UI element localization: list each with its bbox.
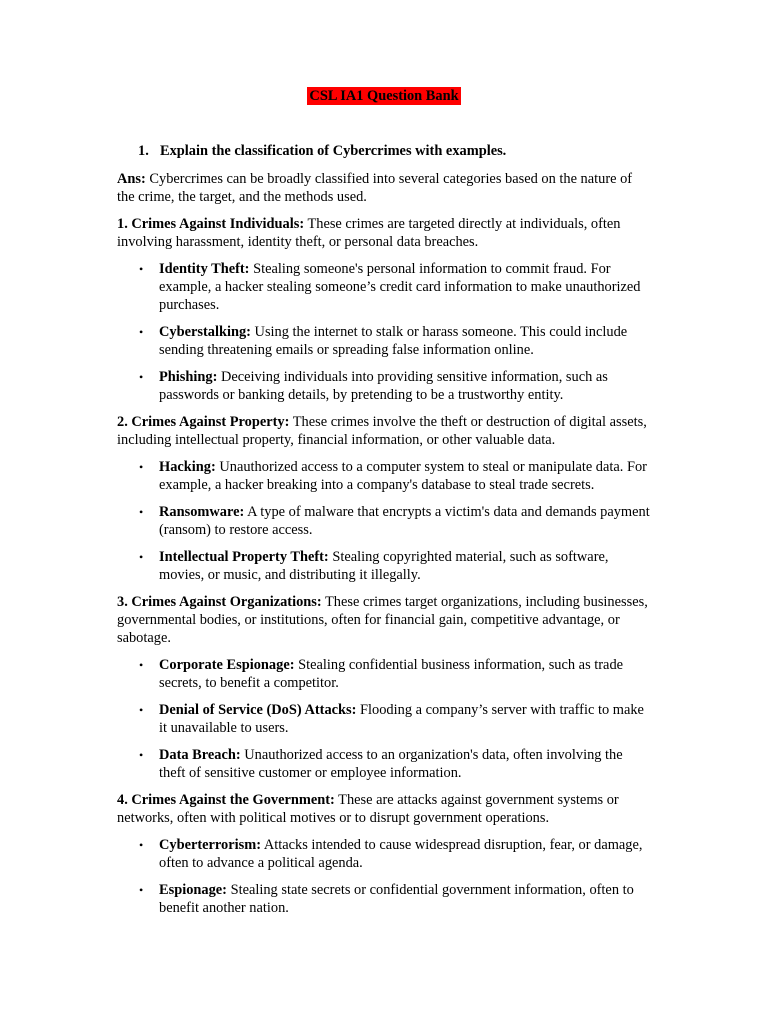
answer-label: Ans: xyxy=(117,171,146,187)
section-heading: 3. Crimes Against Organizations: xyxy=(117,594,322,610)
section-organizations xyxy=(117,593,652,647)
bullet-icon: • xyxy=(139,460,144,474)
document-body xyxy=(117,142,652,926)
list-item xyxy=(117,656,652,692)
item-term: Identity Theft: xyxy=(159,261,250,277)
list-item xyxy=(117,503,652,539)
item-term: Denial of Service (DoS) Attacks: xyxy=(159,702,357,718)
question-number: 1. xyxy=(138,143,149,159)
item-desc: Unauthorized access to an organization's data, often involving the theft of sensitive customer or employee information. xyxy=(159,747,623,781)
item-term: Cyberstalking: xyxy=(159,324,251,340)
question-1 xyxy=(138,142,652,160)
list-item xyxy=(117,881,652,917)
item-desc: A type of malware that encrypts a victim's data and demands payment (ransom) to restore access. xyxy=(159,504,650,538)
list-item xyxy=(117,548,652,584)
title-container xyxy=(0,87,768,105)
list-item xyxy=(117,746,652,782)
section-individuals xyxy=(117,215,652,251)
item-desc: Stealing copyrighted material, such as software, movies, or music, and distributing it illegally. xyxy=(159,549,609,583)
item-desc: Stealing confidential business information, such as trade secrets, to benefit a competitor. xyxy=(159,657,624,691)
item-term: Cyberterrorism: xyxy=(159,837,262,853)
item-term: Espionage: xyxy=(159,882,227,898)
item-term: Corporate Espionage: xyxy=(159,657,295,673)
section-heading: 4. Crimes Against the Government: xyxy=(117,792,335,808)
item-term: Intellectual Property Theft: xyxy=(159,549,329,565)
bullet-icon: • xyxy=(139,325,144,339)
item-desc: Flooding a company’s server with traffic to make it unavailable to users. xyxy=(159,702,644,736)
list-item xyxy=(117,458,652,494)
list-item xyxy=(117,260,652,314)
list-item xyxy=(117,836,652,872)
section-property xyxy=(117,413,652,449)
list-item xyxy=(117,368,652,404)
list-item xyxy=(117,323,652,359)
section-government xyxy=(117,791,652,827)
item-term: Hacking: xyxy=(159,459,216,475)
section-text: These are attacks against government systems or networks, often with political motives or to disrupt government operations. xyxy=(117,792,619,826)
bullet-icon: • xyxy=(139,370,144,384)
section-text: These crimes are targeted directly at individuals, often involving harassment, identity theft, or personal data breaches. xyxy=(117,216,621,250)
item-term: Phishing: xyxy=(159,369,218,385)
section-heading: 1. Crimes Against Individuals: xyxy=(117,216,305,232)
section-property-list xyxy=(117,458,652,584)
bullet-icon: • xyxy=(139,838,144,852)
item-desc: Using the internet to stalk or harass someone. This could include sending threatening emails or spreading false information online. xyxy=(159,324,628,358)
section-text: These crimes involve the theft or destruction of digital assets, including intellectual property, financial information, or other valuable data. xyxy=(117,414,647,448)
answer-intro xyxy=(117,170,652,206)
section-heading: 2. Crimes Against Property: xyxy=(117,414,290,430)
bullet-icon: • xyxy=(139,748,144,762)
section-individuals-list xyxy=(117,260,652,404)
item-desc: Stealing state secrets or confidential government information, often to benefit another nation. xyxy=(159,882,634,916)
item-desc: Deceiving individuals into providing sensitive information, such as passwords or banking details, by pretending to be a trustworthy entity. xyxy=(159,369,608,403)
bullet-icon: • xyxy=(139,658,144,672)
section-text: These crimes target organizations, including businesses, governmental bodies, or institutions, often for financial gain, competitive advantage, or sabotage. xyxy=(117,594,648,646)
item-desc: Attacks intended to cause widespread disruption, fear, or damage, often to advance a political agenda. xyxy=(159,837,643,871)
bullet-icon: • xyxy=(139,262,144,276)
item-desc: Stealing someone's personal information to commit fraud. For example, a hacker stealing someone’s credit card information to make unauthorized purchases. xyxy=(159,261,641,313)
bullet-icon: • xyxy=(139,550,144,564)
question-text: Explain the classification of Cybercrimes with examples. xyxy=(160,143,507,159)
item-term: Ransomware: xyxy=(159,504,245,520)
document-title: CSL IA1 Question Bank xyxy=(309,88,459,104)
bullet-icon: • xyxy=(139,703,144,717)
bullet-icon: • xyxy=(139,505,144,519)
bullet-icon: • xyxy=(139,883,144,897)
section-government-list xyxy=(117,836,652,917)
item-term: Data Breach: xyxy=(159,747,241,763)
answer-text: Cybercrimes can be broadly classified into several categories based on the nature of the crime, the target, and the methods used. xyxy=(117,171,633,205)
item-desc: Unauthorized access to a computer system to steal or manipulate data. For example, a hacker breaking into a company's database to steal trade secrets. xyxy=(159,459,647,493)
section-organizations-list xyxy=(117,656,652,782)
list-item xyxy=(117,701,652,737)
